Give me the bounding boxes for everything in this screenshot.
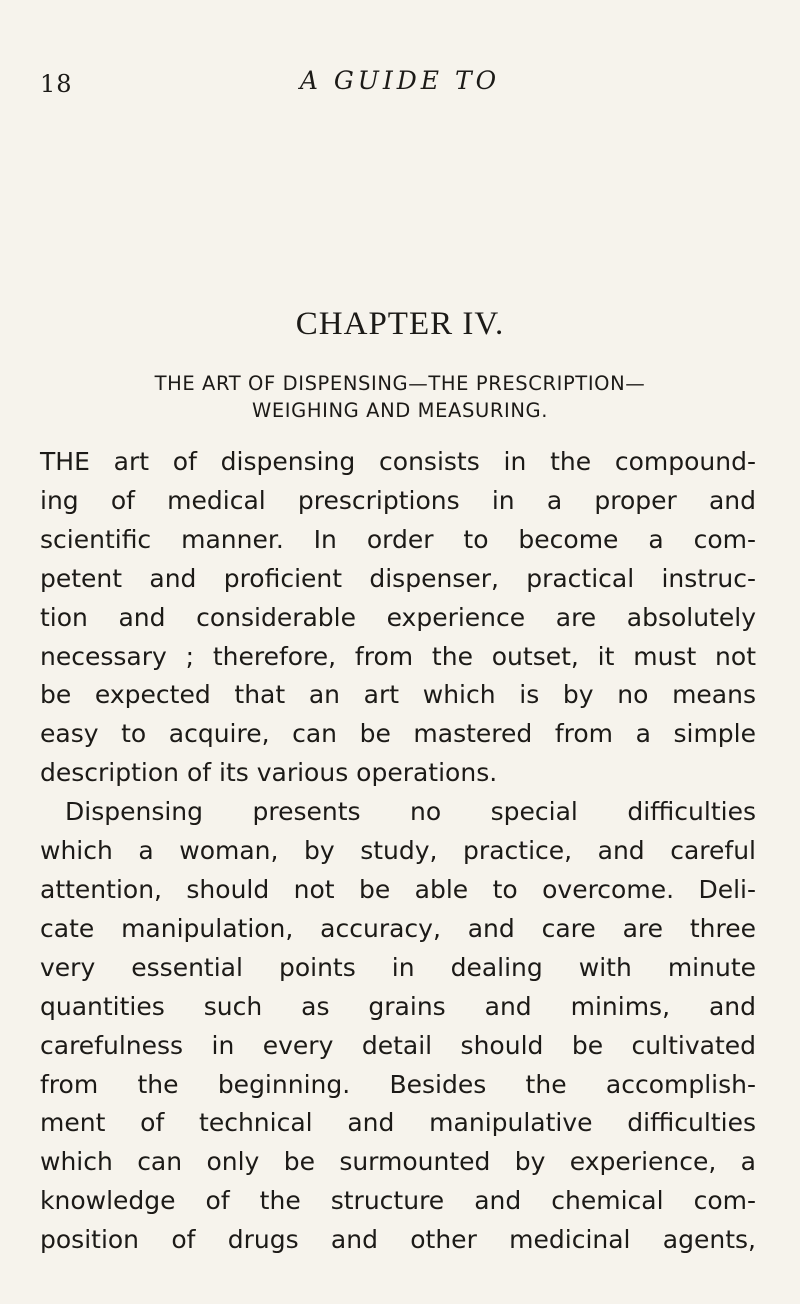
text-line: be expected that an art which is by no means xyxy=(40,680,756,710)
page-number: 18 xyxy=(40,70,73,98)
text-line: which a woman, by study, practice, and careful xyxy=(40,836,756,866)
text-line: cate manipulation, accuracy, and care are three xyxy=(40,913,756,943)
chapter-title: CHAPTER IV. xyxy=(295,306,505,342)
text-line: petent and proficient dispenser, practical instruc- xyxy=(40,563,756,593)
text-line: from the beginning. Besides the accomplish- xyxy=(40,1069,756,1099)
chapter-subtitle xyxy=(44,370,756,424)
text-line: quantities such as grains and minims, and xyxy=(40,991,756,1021)
text-line: tion and considerable experience are absolutely xyxy=(40,602,756,632)
text-line: Dispensing presents no special difficulties xyxy=(65,797,756,827)
text-line: description of its various operations. xyxy=(40,758,498,788)
chapter-subtitle-line: THE ART OF DISPENSING—THE PRESCRIPTION— xyxy=(154,372,646,395)
body-text xyxy=(40,443,756,1260)
text-line: position of drugs and other medicinal agents, xyxy=(40,1225,756,1255)
text-line: very essential points in dealing with minute xyxy=(40,952,756,982)
text-line: ment of technical and manipulative difficulties xyxy=(40,1108,756,1138)
running-head: A GUIDE TO xyxy=(299,66,501,95)
text-line: THE art of dispensing consists in the compound- xyxy=(40,447,756,476)
text-line: necessary ; therefore, from the outset, it must not xyxy=(40,641,756,671)
text-line: which can only be surmounted by experience, a xyxy=(40,1147,756,1177)
text-line: easy to acquire, can be mastered from a simple xyxy=(40,719,756,749)
text-line: carefulness in every detail should be cultivated xyxy=(40,1030,756,1060)
chapter-subtitle-line: WEIGHING AND MEASURING. xyxy=(251,399,549,422)
text-line: knowledge of the structure and chemical com- xyxy=(40,1186,756,1216)
text-line: attention, should not be able to overcome. Deli- xyxy=(40,874,756,904)
text-line: ing of medical prescriptions in a proper and xyxy=(40,485,756,515)
text-line: scientific manner. In order to become a com- xyxy=(40,524,756,554)
